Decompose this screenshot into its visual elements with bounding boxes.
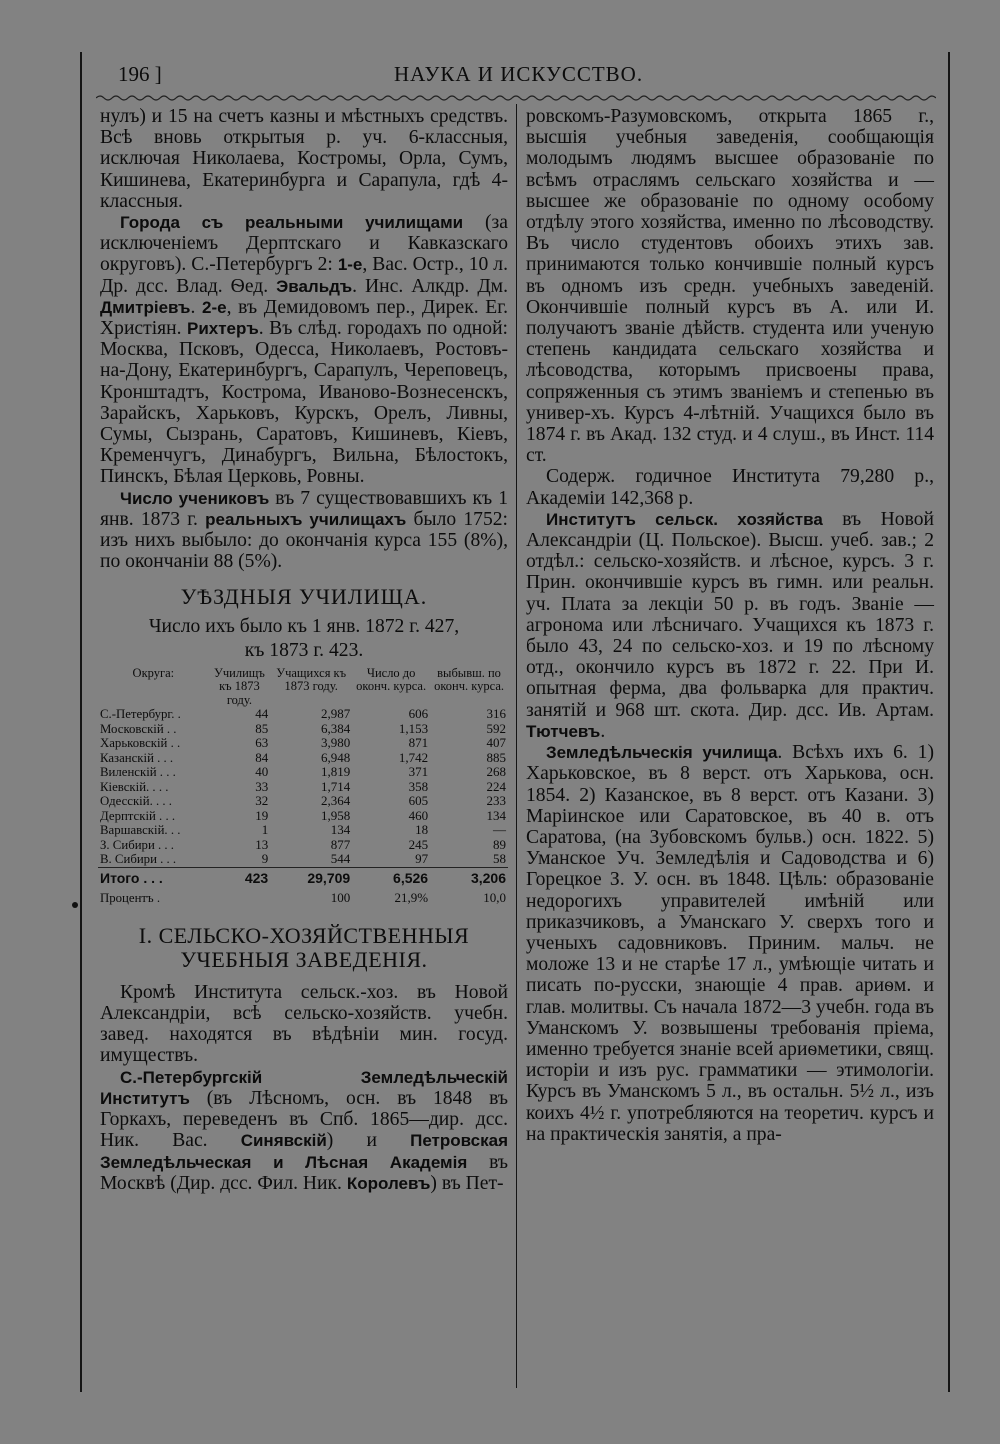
table-cell: 84 [255,749,269,765]
row-label: З. Сибири . . . [100,837,174,852]
table-row [98,838,508,853]
table-cell: 58 [493,851,506,867]
table-cell: 9 [261,851,269,867]
row-label: С.-Петербург. . [100,707,181,722]
paragraph-pupil-count [100,488,508,573]
text-run: въ 7 существовавшихъ къ 1 янв. 1873 г. [100,487,508,530]
table-cell [209,885,271,906]
row-label: Казанскій . . . [100,750,174,765]
text-run: . [600,720,606,742]
bold-term: 1-е [337,255,363,275]
table-cell: 3,980 [320,735,351,751]
row-label: Виленскій . . . [100,765,176,780]
section-title-district-schools: УѢЗДНЫЯ УЧИЛИЩА. [180,584,428,610]
text-run: въ Новой Александріи (Ц. Польское). Высш. учеб. зав.; 2 отдѣл.: сельско-хозяйств. и лѣсное, курсъ. 3 г. Прин. окончившіе курсъ въ гимн. или реальн. уч. Плата за лекціи 50 р. въ годъ. Званіе — агронома или лѣсничаго. Учащихся къ 1873 г. было 43, 24 по сельско-хоз. и 19 по лѣсному отд., окончило курсъ въ 1872 г. 22. При И. опытная ферма, два фольварка для практич. занятій и 968 шт. скота. Дир. дсс. Ив. Артам. [526,508,934,721]
table-row [98,794,508,809]
table-cell: — [493,822,506,838]
table-row [98,707,508,722]
paragraph-novo-alexandria [526,509,934,742]
row-label: Кіевскій. . . . [100,779,169,794]
table-cell: 100 [330,890,351,906]
table-cell: 85 [255,720,269,736]
table-row [98,722,508,737]
table-cell: 1,958 [320,807,351,823]
table-cell: 1 [261,822,269,838]
row-label: Варшавскій. . . [100,823,181,838]
bold-term: Земледѣльческія училища [546,743,778,763]
table-cell: 44 [255,706,269,722]
table-row [98,765,508,780]
table-cell: 407 [486,735,506,751]
table-cell: 1,819 [320,764,351,780]
table-cell: 32 [255,793,269,809]
text-run: . Всѣхъ ихъ 6. 1) Харьковское, въ 8 верст. отъ Харькова, осн. 1854. 2) Казанское, въ 8 верст. отъ Казани. 3) Маріинское или Саратовское, въ 40 в. отъ Саратова, (на Зубовскомъ бульв.) осн. 1822. 5) Уманское Уч. Земледѣлія и Садоводства и 6) Горецкое З. У. осн. въ 1848. Цѣль: образованіе недорогихъ управителей имѣній или приказчиковъ, а Уманскаго У. сверхъ того и ученыхъ садовниковъ. Приним. мальч. не моложе 13 и не старѣе 17 л., умѣющіе читать и писать по-русски, знающіе 4 прав. ариѳм. и глав. молитвы. Съ начала 1872—3 учебн. года въ Уманскомъ У. возвышены требованія пріема, именно требуется знаніе всей ариѳметики, свящ. исторіи и изъ рус. грамматики — этимологіи. Курсъ въ Уманскомъ 5 л., въ остальн. 5½ л., изъ коихъ 4½ г. употребляются на теоретич. курсъ и на практическія занятія, а пра- [526,742,935,1145]
text-run: ) и [326,1130,411,1152]
table-cell: 877 [330,836,351,852]
row-label: Итого . . . [98,867,209,885]
text-run: , въ Демидовомъ пер., Дирек. Ег. Христіян. [100,296,509,340]
text-run: въ Москвѣ (Дир. дсс. Фил. Ник. [100,1151,509,1194]
bold-name: Дмитріевъ [100,297,191,317]
text-run: (за исключеніемъ Дерптскаго и Кавказскаго округовъ). С.-Петербургъ 2: [100,212,508,276]
bold-term: С.-Петербургскій Земледѣльческій Институтъ [100,1067,508,1108]
table-cell: 134 [486,807,506,823]
table-cell: 40 [255,764,269,780]
bold-term: Города съ реальными училищами [120,213,464,233]
row-label: Харьковскій . . [100,736,181,751]
table-cell: 21,9% [394,890,429,906]
column-header: выбывш. по оконч. курса. [434,665,504,694]
table-cell: 2,987 [320,706,351,722]
row-label: Процентъ . [100,891,161,906]
table-cell: 134 [330,822,351,838]
table-cell: 6,526 [352,867,430,885]
table-cell: 871 [408,735,429,751]
table-cell: 544 [330,851,351,867]
table-cell: 224 [486,778,506,794]
table-cell: 268 [486,764,506,780]
column-divider [516,104,517,1388]
table-cell: 460 [408,807,429,823]
header-wavy-rule [96,92,936,104]
row-label: Одесскій. . . . [100,794,172,809]
running-title: НАУКА И ИСКУССТВО. [394,62,644,86]
table-cell: 89 [493,836,506,852]
count-line: Число ихъ было къ 1 янв. 1872 г. 427, [148,616,460,638]
table-cell: 423 [209,867,271,885]
text-run: ) въ Пет- [430,1172,504,1194]
bold-term: Институтъ сельск. хозяйства [546,509,823,529]
table-row [98,823,508,838]
row-label: Дерптскій . . . [100,808,176,823]
bold-name: Тютчевъ [526,721,601,741]
table-cell: 316 [486,706,506,722]
bold-name: Королевъ [346,1173,431,1193]
table-header-row [98,667,508,708]
pct-row [98,885,508,906]
text-run: . Инс. Алкдр. Дм. [352,275,508,297]
table-cell: 2,364 [320,793,351,809]
paragraph-petrovsky-academy: ровскомъ-Разумовскомъ, открыта 1865 г., высшія учебныя заведенія, сообщающія молодымъ людямъ высшее образованіе по всѣмъ отраслямъ сельскаго хозяйства и — высшее же образованіе по одному особому отдѣлу этого хозяйства, именно по лѣсоводству. Въ число студентовъ обоихъ этихъ зав. принимаются только кончившіе полный курсъ въ одномъ изъ средн. учебныхъ заведеній. Окончившіе полный курсъ въ А. или И. получаютъ званіе дѣйств. студента или ученую степень кандидата сельскаго хозяйства и лѣсоводства, которымъ присвоены права, сопряженныя съ этимъ званіемъ и степенью въ универ-хъ. Курсъ 4-лѣтній. Учащихся было въ 1874 г. въ Акад. 132 студ. и 4 слуш., въ Инст. 114 ст. [526,106,934,467]
bold-term: Петровская Земледѣльческая и Лѣсная Академія [100,1131,509,1172]
count-line: къ 1873 г. 423. [244,639,364,661]
paragraph-spb-institute [100,1067,508,1194]
column-header: Округа: [132,665,175,680]
paragraph-maintenance: Содерж. годичное Института 79,280 р., Академіи 142,368 р. [526,466,934,509]
table-row [98,751,508,766]
district-schools-table [98,667,508,906]
right-column [526,106,934,1145]
total-row [98,867,508,885]
column-header: Училищъ къ 1873 году. [214,665,265,707]
paragraph-cities-real-schools [100,212,508,488]
table-cell: 606 [408,706,429,722]
heading-agricultural-institutions: I. СЕЛЬСКО-ХОЗЯЙСТВЕННЫЯ УЧЕБНЫЯ ЗАВЕДЕНІЯ. [138,922,470,972]
table-cell: 358 [408,778,429,794]
paragraph-ministry: Кромѣ Института сельск.-хоз. въ Новой Александріи, всѣ сельско-хозяйств. учебн. завед. находятся въ вѣдѣніи мин. госуд. имуществъ. [100,981,508,1067]
table-cell: 18 [415,822,429,838]
table-cell: 371 [408,764,429,780]
column-header: Учащихся къ 1873 году. [276,665,347,694]
table-cell: 33 [255,778,269,794]
table-row [98,736,508,751]
margin-dot [72,902,78,908]
table-cell: 63 [255,735,269,751]
table-cell: 19 [255,807,269,823]
table-row [98,852,508,867]
table-cell: 29,709 [270,867,352,885]
paragraph-schools-funding: нулъ) и 15 на счетъ казны и мѣстныхъ средствъ. Всѣ вновь открытыя р. уч. 6-классныя, исключая Николаева, Костромы, Орла, Сумъ, Кишинева, Екатеринбурга и Сарапула, гдѣ 4-классныя. [100,106,508,212]
table-cell: 592 [486,720,506,736]
table-cell: 6,948 [320,749,351,765]
bold-term: Число учениковъ [120,488,270,508]
table-row [98,780,508,795]
right-border-line [948,52,950,1392]
table-cell: 97 [415,851,429,867]
table-cell: 605 [408,793,429,809]
text-run: , Вас. Остр., 10 л. Др. дсс. Влад. Ѳед. [100,254,508,297]
bold-term: 2-е [202,297,227,317]
table-row [98,809,508,824]
bold-name: Рихтеръ [186,319,259,339]
text-run: . [190,296,203,318]
column-header: Число до оконч. курса. [356,665,427,694]
left-column [100,106,508,1194]
row-label: В. Сибири . . . [100,852,177,867]
bold-name: Эвальдъ [276,276,353,296]
page-number: 196 ] [118,62,162,86]
table-cell: 885 [486,749,506,765]
table-cell: 1,153 [398,720,429,736]
left-border-line [80,52,82,1392]
table-cell: 245 [408,836,429,852]
table-cell: 1,714 [320,778,351,794]
paragraph-agricultural-schools [526,742,934,1145]
table-cell: 6,384 [320,720,351,736]
table-cell: 1,742 [398,749,429,765]
page-header [96,58,936,94]
row-label: Московскій . . [100,721,177,736]
text-run: . Въ слѣд. городахъ по одной: Москва, Псковъ, Одесса, Николаевъ, Ростовъ-на-Дону, Екатеринбургъ, Сарапулъ, Череповецъ, Кронштадтъ, Кострома, Иваново-Вознесенскъ, Зарайскъ, Харьковъ, Курскъ, Орелъ, Ливны, Сумы, Сызрань, Саратовъ, Кишиневъ, Кіевъ, Кременчугъ, Динабургъ, Вильна, Бѣлостокъ, Пинскъ, Бѣлая Церковь, Ровны. [100,318,508,488]
bold-name: Синявскій [240,1131,327,1151]
text-run: (въ Лѣсномъ, осн. въ 1848 въ Горкахъ, переведенъ въ Спб. 1865—дир. дсс. Ник. Вас. [100,1087,508,1152]
table-cell: 13 [255,836,269,852]
text-run: было 1752: изъ нихъ выбыло: до окончанія курса 155 (8%), по окончаніи 88 (5%). [100,508,509,573]
table-cell: 233 [486,793,506,809]
table-cell: 3,206 [430,867,508,885]
table-cell: 10,0 [483,890,506,906]
bold-term: реальныхъ училищахъ [205,509,407,529]
